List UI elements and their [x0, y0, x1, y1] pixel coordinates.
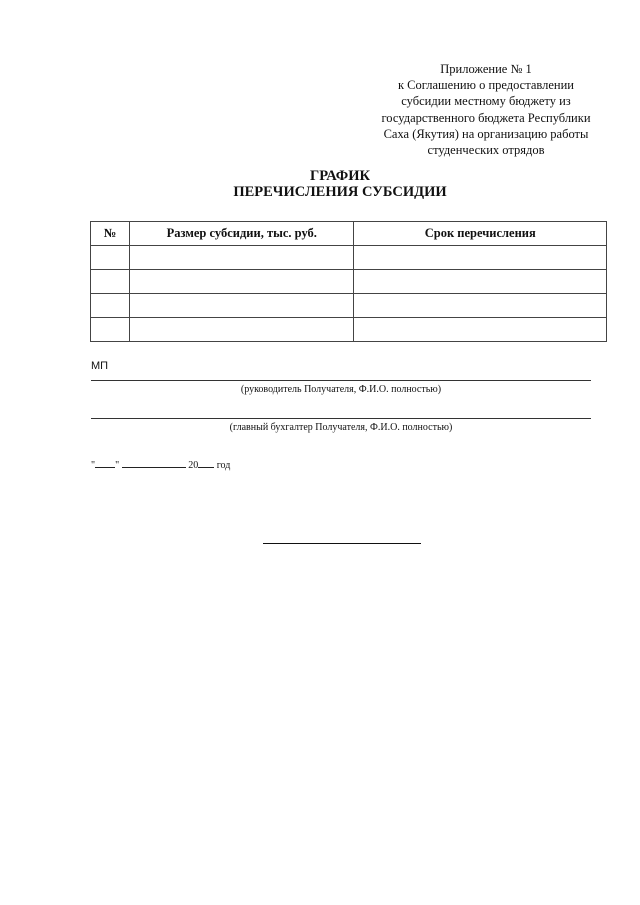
table-cell[interactable] — [91, 294, 130, 318]
appendix-line: к Соглашению о предоставлении — [397, 78, 574, 93]
table-cell[interactable] — [91, 246, 130, 270]
footer-separator-line — [263, 543, 421, 544]
table-row — [91, 246, 607, 270]
appendix-header — [360, 61, 612, 158]
date-field — [91, 459, 230, 471]
payment-schedule-table — [90, 221, 607, 342]
table-cell[interactable] — [354, 270, 607, 294]
appendix-line: Саха (Якутия) на организацию работы — [383, 126, 589, 141]
table-cell[interactable] — [354, 318, 607, 342]
table-cell[interactable] — [354, 294, 607, 318]
document-subtitle: ПЕРЕЧИСЛЕНИЯ СУБСИДИИ — [233, 184, 447, 200]
table-row — [91, 318, 607, 342]
header-number: № — [91, 222, 130, 246]
year-blank[interactable] — [198, 459, 214, 468]
appendix-line: студенческих отрядов — [427, 143, 545, 158]
table-cell[interactable] — [91, 318, 130, 342]
appendix-line: субсидии местному бюджету из — [401, 94, 571, 109]
table-row — [91, 270, 607, 294]
year-suffix: год — [214, 460, 231, 471]
date-quote-close: " — [115, 460, 120, 471]
header-transfer-date: Срок перечисления — [354, 222, 607, 246]
table-cell[interactable] — [354, 246, 607, 270]
head-signature-caption: (руководитель Получателя, Ф.И.О. полностью) — [240, 384, 442, 395]
head-signature-line[interactable] — [91, 380, 591, 381]
document-title: ГРАФИК — [309, 168, 371, 184]
table-cell[interactable] — [91, 270, 130, 294]
table-cell[interactable] — [130, 246, 354, 270]
appendix-line: Приложение № 1 — [440, 62, 532, 76]
month-blank[interactable] — [122, 459, 186, 468]
table-cell[interactable] — [130, 318, 354, 342]
header-subsidy-amount: Размер субсидии, тыс. руб. — [130, 222, 354, 246]
table-row — [91, 294, 607, 318]
stamp-label: МП — [91, 360, 109, 372]
accountant-signature-caption: (главный бухгалтер Получателя, Ф.И.О. полностью) — [229, 422, 453, 433]
day-blank[interactable] — [95, 459, 115, 468]
table-cell[interactable] — [130, 270, 354, 294]
date-quote-open: " — [91, 460, 96, 471]
table-header-row — [91, 222, 607, 246]
accountant-signature-line[interactable] — [91, 418, 591, 419]
table-cell[interactable] — [130, 294, 354, 318]
year-prefix: 20 — [188, 460, 199, 471]
appendix-line: государственного бюджета Республики — [381, 110, 591, 125]
